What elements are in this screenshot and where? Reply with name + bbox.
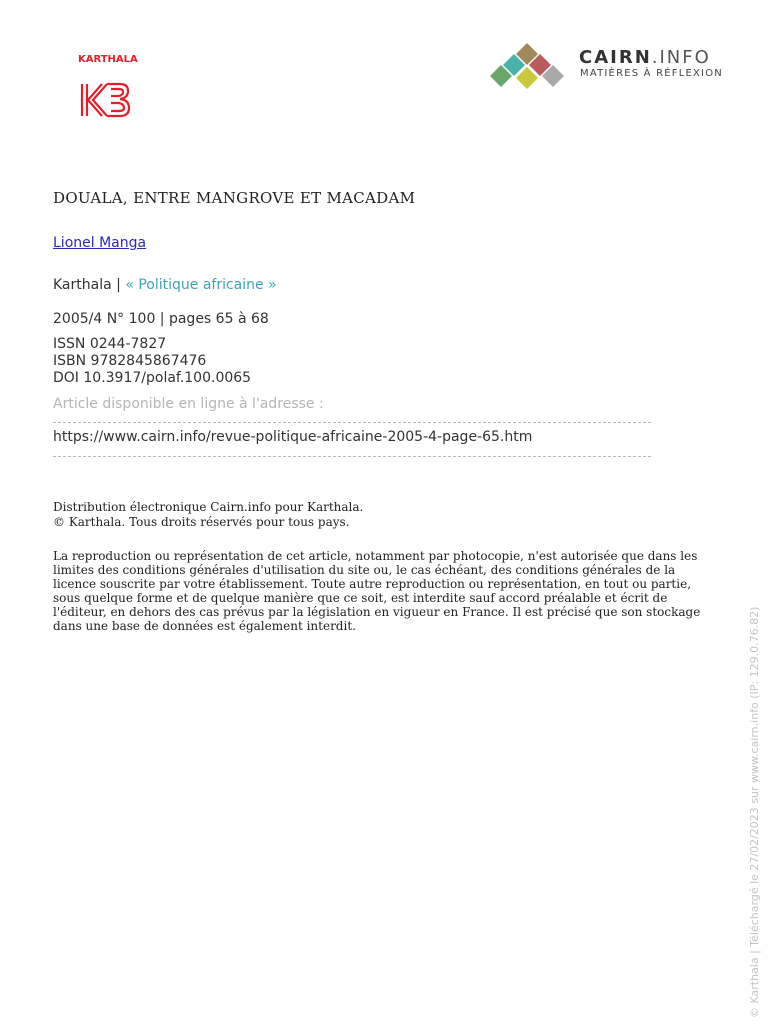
cairn-suffix: .INFO [651,47,711,68]
article-url[interactable]: https://www.cairn.info/revue-politique-africaine-2005-4-page-65.htm [53,429,533,445]
issn: ISSN 0244-7827 [53,336,167,352]
online-availability-label: Article disponible en ligne à l'adresse : [53,396,324,412]
identifiers [53,336,251,387]
distribution-notice [53,500,717,530]
download-watermark: © Karthala | Téléchargé le 27/02/2023 sur www.cairn.info (IP: 129.0.76.82) [748,606,761,1018]
divider-bottom [53,456,651,457]
doi: DOI 10.3917/polaf.100.0065 [53,370,252,386]
author-link[interactable]: Lionel Manga [53,235,147,251]
reproduction-notice: La reproduction ou représentation de cet article, notamment par photocopie, n'est autorisée que dans les limites des conditions générales d'utilisation du site ou, le cas échéant, des conditions générales de la licence souscrite par votre établissement. Toute autre reproduction ou représentation, en tout ou partie, sous quelque forme et de quelque manière que ce soit, est interdite sauf accord préalable et écrit de l'éditeur, en dehors des cas prévus par la législation en vigueur en France. Il est précisé que son stockage dans une base de données est également interdit. [53,549,701,633]
publisher-line [53,277,277,293]
copyright-line: © Karthala. Tous droits réservés pour tous pays. [53,515,350,529]
issue-info: 2005/4 N° 100 | pages 65 à 68 [53,311,269,327]
cairn-name: CAIRN [579,47,652,68]
cairn-diamonds-icon [486,40,570,90]
article-title: DOUALA, ENTRE MANGROVE ET MACADAM [53,189,416,207]
cairn-logo-name [579,47,711,68]
divider-top [53,422,651,423]
karthala-monogram-icon [80,82,132,118]
publisher-name: Karthala | [53,277,121,293]
isbn: ISBN 9782845867476 [53,353,207,369]
journal-link[interactable]: « Politique africaine » [125,277,277,293]
cairn-logo [486,40,726,92]
karthala-logo [52,44,162,126]
distribution-line: Distribution électronique Cairn.info pour Karthala. [53,500,364,514]
karthala-logo-text: KARTHALA [78,54,138,65]
cairn-tagline: MATIÈRES À RÉFLEXION [580,68,723,79]
